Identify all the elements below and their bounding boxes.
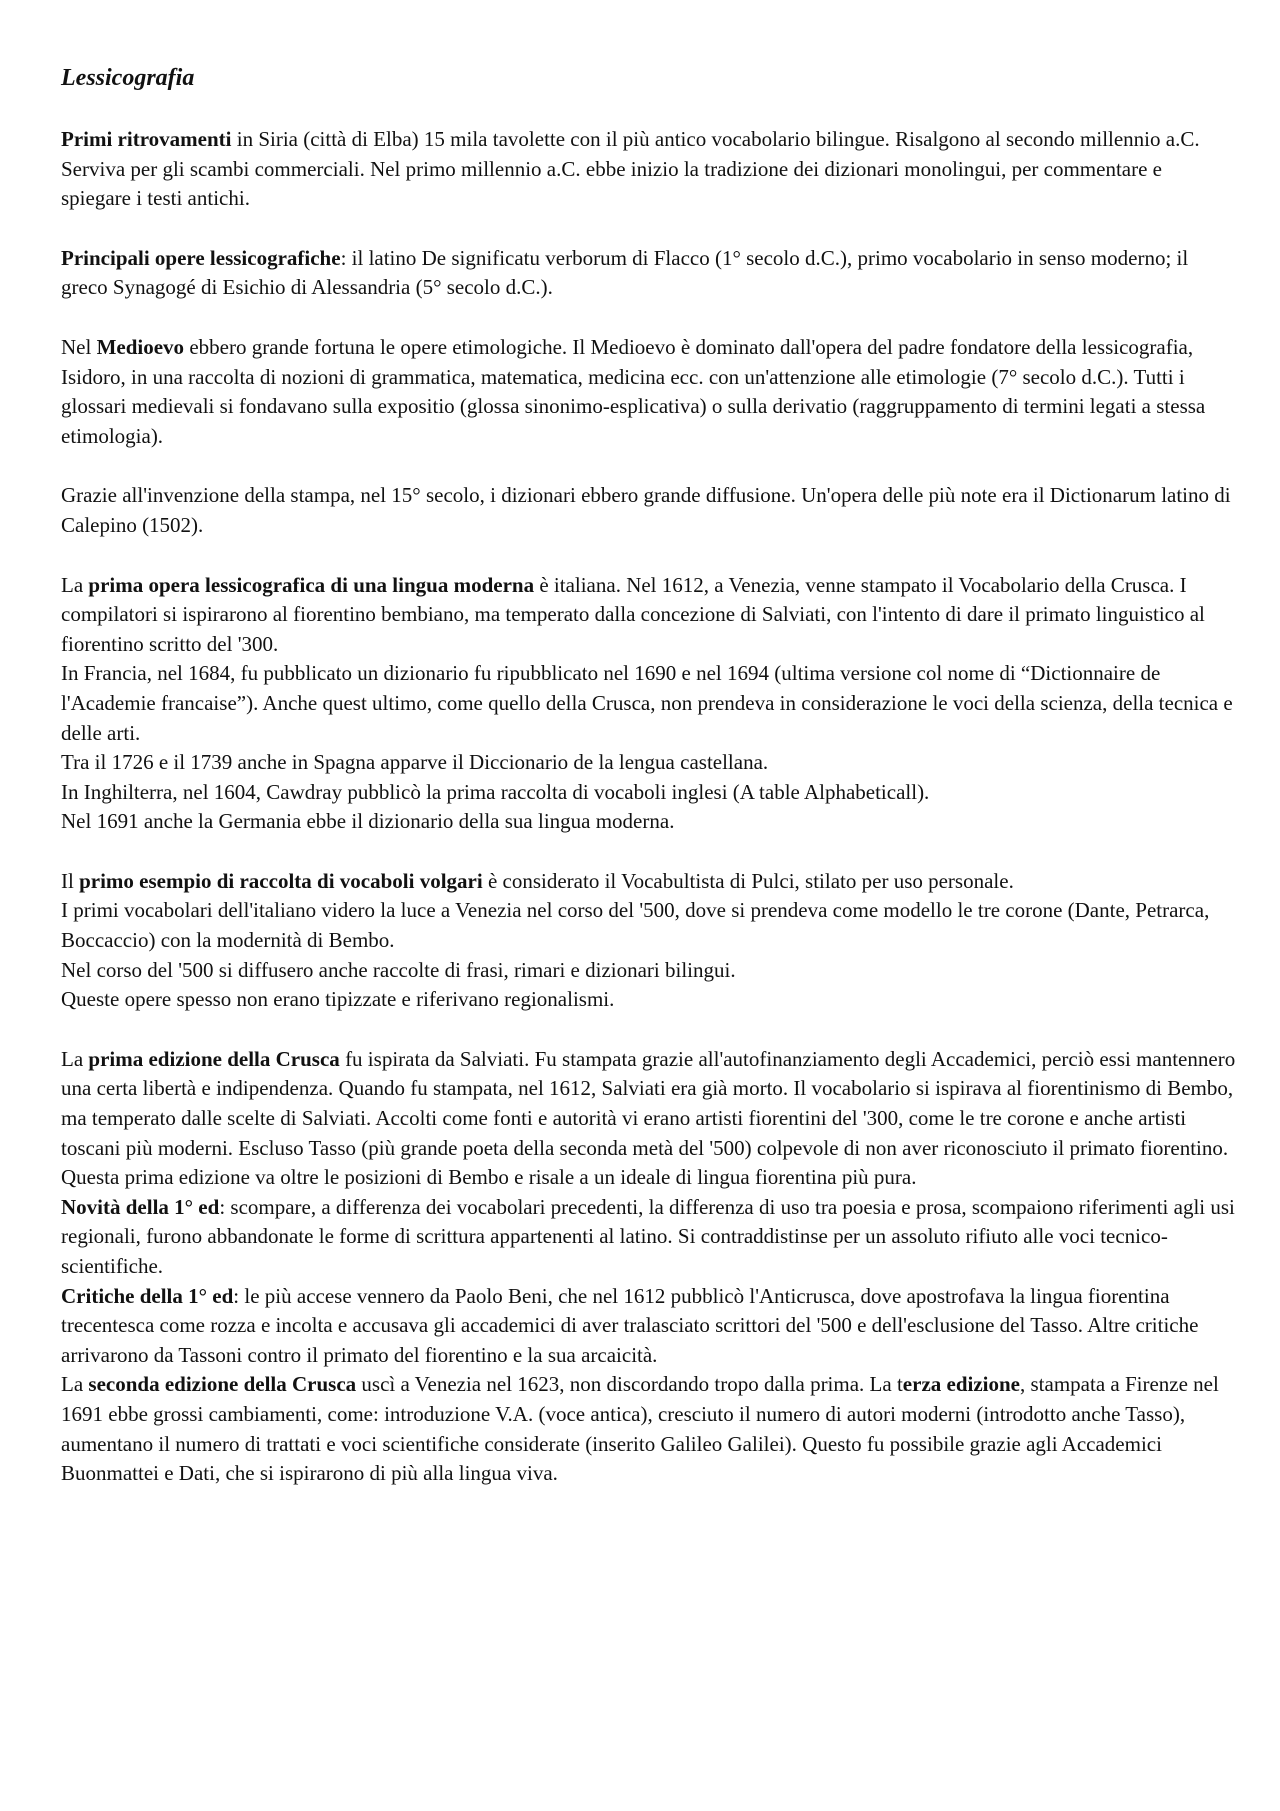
paragraph-spagna (61, 748, 1236, 778)
bold-term: erza edizione (902, 1372, 1020, 1397)
paragraph-text: Grazie all'invenzione della stampa, nel 15° secolo, i dizionari ebbero grande diffusione. Un'opera delle più note era il Dictionarum latino di Calepino (1502). (61, 483, 1231, 537)
bold-term: prima opera lessicografica di una lingua moderna (88, 572, 535, 597)
paragraph-text: Nel 1691 anche la Germania ebbe il dizionario della sua lingua moderna. (61, 809, 675, 834)
paragraph-lead: Nel (61, 334, 97, 359)
paragraph-text: : il latino De significatu verborum di Flacco (1° secolo d.C.), primo vocabolario in senso moderno; il greco Synagogé di Esichio di Alessandria (5° secolo d.C.). (61, 245, 1189, 300)
paragraph-lead: La (61, 1046, 89, 1071)
paragraph-lead: Il (61, 868, 80, 893)
paragraph-text: in Siria (città di Elba) 15 mila tavolette con il più antico vocabolario bilingue. Risalgono al secondo millennio a.C. Serviva per gli scambi commerciali. Nel primo millennio a.C. ebbe inizio la tradizione dei dizionari monolingui, per commentare e spiegare i testi antichi. (61, 127, 1200, 211)
paragraph-principali-opere (61, 244, 1236, 303)
paragraph-text: è considerato il Vocabultista di Pulci, stilato per uso personale. (482, 868, 1014, 893)
paragraph-text: , stampata a Firenze nel 1691 ebbe grossi cambiamenti, come: introduzione V.A. (voce antica), cresciuto il numero di autori moderni (introdotto anche Tasso), aumentano il numero di trattati e voci scientifiche considerate (inserito Galileo Galilei). Questo fu possibile grazie agli Accademici Buonmattei e Dati, che si ispirarono di più alla lingua viva. (61, 1372, 1219, 1486)
paragraph-primi-vocabolari (61, 896, 1236, 955)
paragraph-lead: La (61, 1372, 89, 1397)
paragraph-primo-esempio (61, 867, 1236, 897)
paragraph-text: Tra il 1726 e il 1739 anche in Spagna apparve il Diccionario de la lengua castellana. (61, 750, 769, 775)
paragraph-lead: La (61, 572, 89, 597)
bold-term: seconda edizione della Crusca (88, 1372, 357, 1397)
paragraph-regionalismi (61, 985, 1236, 1015)
paragraph-critiche (61, 1282, 1236, 1371)
paragraph-text: I primi vocabolari dell'italiano videro la luce a Venezia nel corso del '500, dove si prendeva come modello le tre corone (Dante, Petrarca, Boccaccio) con la modernità di Bembo. (61, 898, 1210, 953)
bold-term: Critiche della 1° ed (61, 1283, 234, 1308)
paragraph-text: fu ispirata da Salviati. Fu stampata grazie all'autofinanziamento degli Accademici, perciò essi mantennero una certa libertà e indipendenza. Quando fu stampata, nel 1612, Salviati era già morto. Il vocabolario si ispirava al fiorentinismo di Bembo, ma temperato dalle scelte di Salviati. Accolti come fonti e autorità vi erano artisti fiorentini del '300, come le tre corone e anche artisti toscani più moderni. Escluso Tasso (più grande poeta della seconda metà del '500) colpevole di non aver riconosciuto il primato fiorentino. Questa prima edizione va oltre le posizioni di Bembo e risale a un ideale di lingua fiorentina più pura. (61, 1046, 1236, 1190)
paragraph-text: : scompare, a differenza dei vocabolari precedenti, la differenza di uso tra poesia e prosa, scompaiono riferimenti agli usi regionali, furono abbandonate le forme di scrittura appartenenti al latino. Si contraddistinse per un assoluto rifiuto alle voci tecnico-scientifiche. (61, 1194, 1235, 1278)
paragraph-stampa (61, 481, 1236, 540)
document-body (61, 62, 1236, 1489)
paragraph-seconda-terza-edizione (61, 1370, 1236, 1488)
paragraph-text: Nel corso del '500 si diffusero anche raccolte di frasi, rimari e dizionari bilingui. (61, 957, 736, 982)
paragraph-prima-edizione (61, 1045, 1236, 1193)
bold-term: prima edizione della Crusca (88, 1046, 340, 1071)
paragraph-raccolte (61, 956, 1236, 986)
bold-term: Novità della 1° ed (61, 1194, 220, 1219)
bold-term: primo esempio di raccolta di vocaboli volgari (79, 868, 483, 893)
paragraph-text: uscì a Venezia nel 1623, non discordando tropo dalla prima. La t (356, 1372, 903, 1397)
paragraph-text: Queste opere spesso non erano tipizzate e riferivano regionalismi. (61, 987, 615, 1012)
document-title: Lessicografia (61, 65, 195, 91)
paragraph-text: In Francia, nel 1684, fu pubblicato un dizionario fu ripubblicato nel 1690 e nel 1694 (ultima versione col nome di “Dictionnaire de l'Academie francaise”). Anche quest ultimo, come quello della Crusca, non prendeva in considerazione le voci della scienza, della tecnica e delle arti. (61, 661, 1233, 745)
paragraph-text: è italiana. Nel 1612, a Venezia, venne stampato il Vocabolario della Crusca. I compilatori si ispirarono al fiorentino bembiano, ma temperato dalla concezione di Salviati, con l'intento di dare il primato linguistico al fiorentino scritto del '300. (61, 572, 1205, 656)
paragraph-germania (61, 807, 1236, 837)
paragraph-primi-ritrovamenti (61, 125, 1236, 214)
paragraph-medioevo (61, 333, 1236, 451)
paragraph-text: ebbero grande fortuna le opere etimologiche. Il Medioevo è dominato dall'opera del padre fondatore della lessicografia, Isidoro, in una raccolta di nozioni di grammatica, matematica, medicina ecc. con un'attenzione alle etimologie (7° secolo d.C.). Tutti i glossari medievali si fondavano sulla expositio (glossa sinonimo-esplicativa) o sulla derivatio (raggruppamento di termini legati a stessa etimologia). (61, 334, 1206, 448)
paragraph-text: In Inghilterra, nel 1604, Cawdray pubblicò la prima raccolta di vocaboli inglesi (A table Alphabeticall). (61, 779, 930, 804)
paragraph-novita (61, 1193, 1236, 1282)
bold-term: Medioevo (96, 334, 185, 359)
paragraph-text: : le più accese vennero da Paolo Beni, che nel 1612 pubblicò l'Anticrusca, dove apostrofava la lingua fiorentina trecentesca come rozza e incolta e accusava gli accademici di aver tralasciato scrittori del '500 e dell'esclusione del Tasso. Altre critiche arrivarono da Tassoni contro il primato del fiorentino e la sua arcaicità. (61, 1283, 1199, 1367)
paragraph-prima-opera (61, 571, 1236, 660)
paragraph-inghilterra (61, 778, 1236, 808)
bold-term: Principali opere lessicografiche (61, 245, 341, 270)
bold-term: Primi ritrovamenti (61, 127, 232, 151)
paragraph-francia (61, 659, 1236, 748)
